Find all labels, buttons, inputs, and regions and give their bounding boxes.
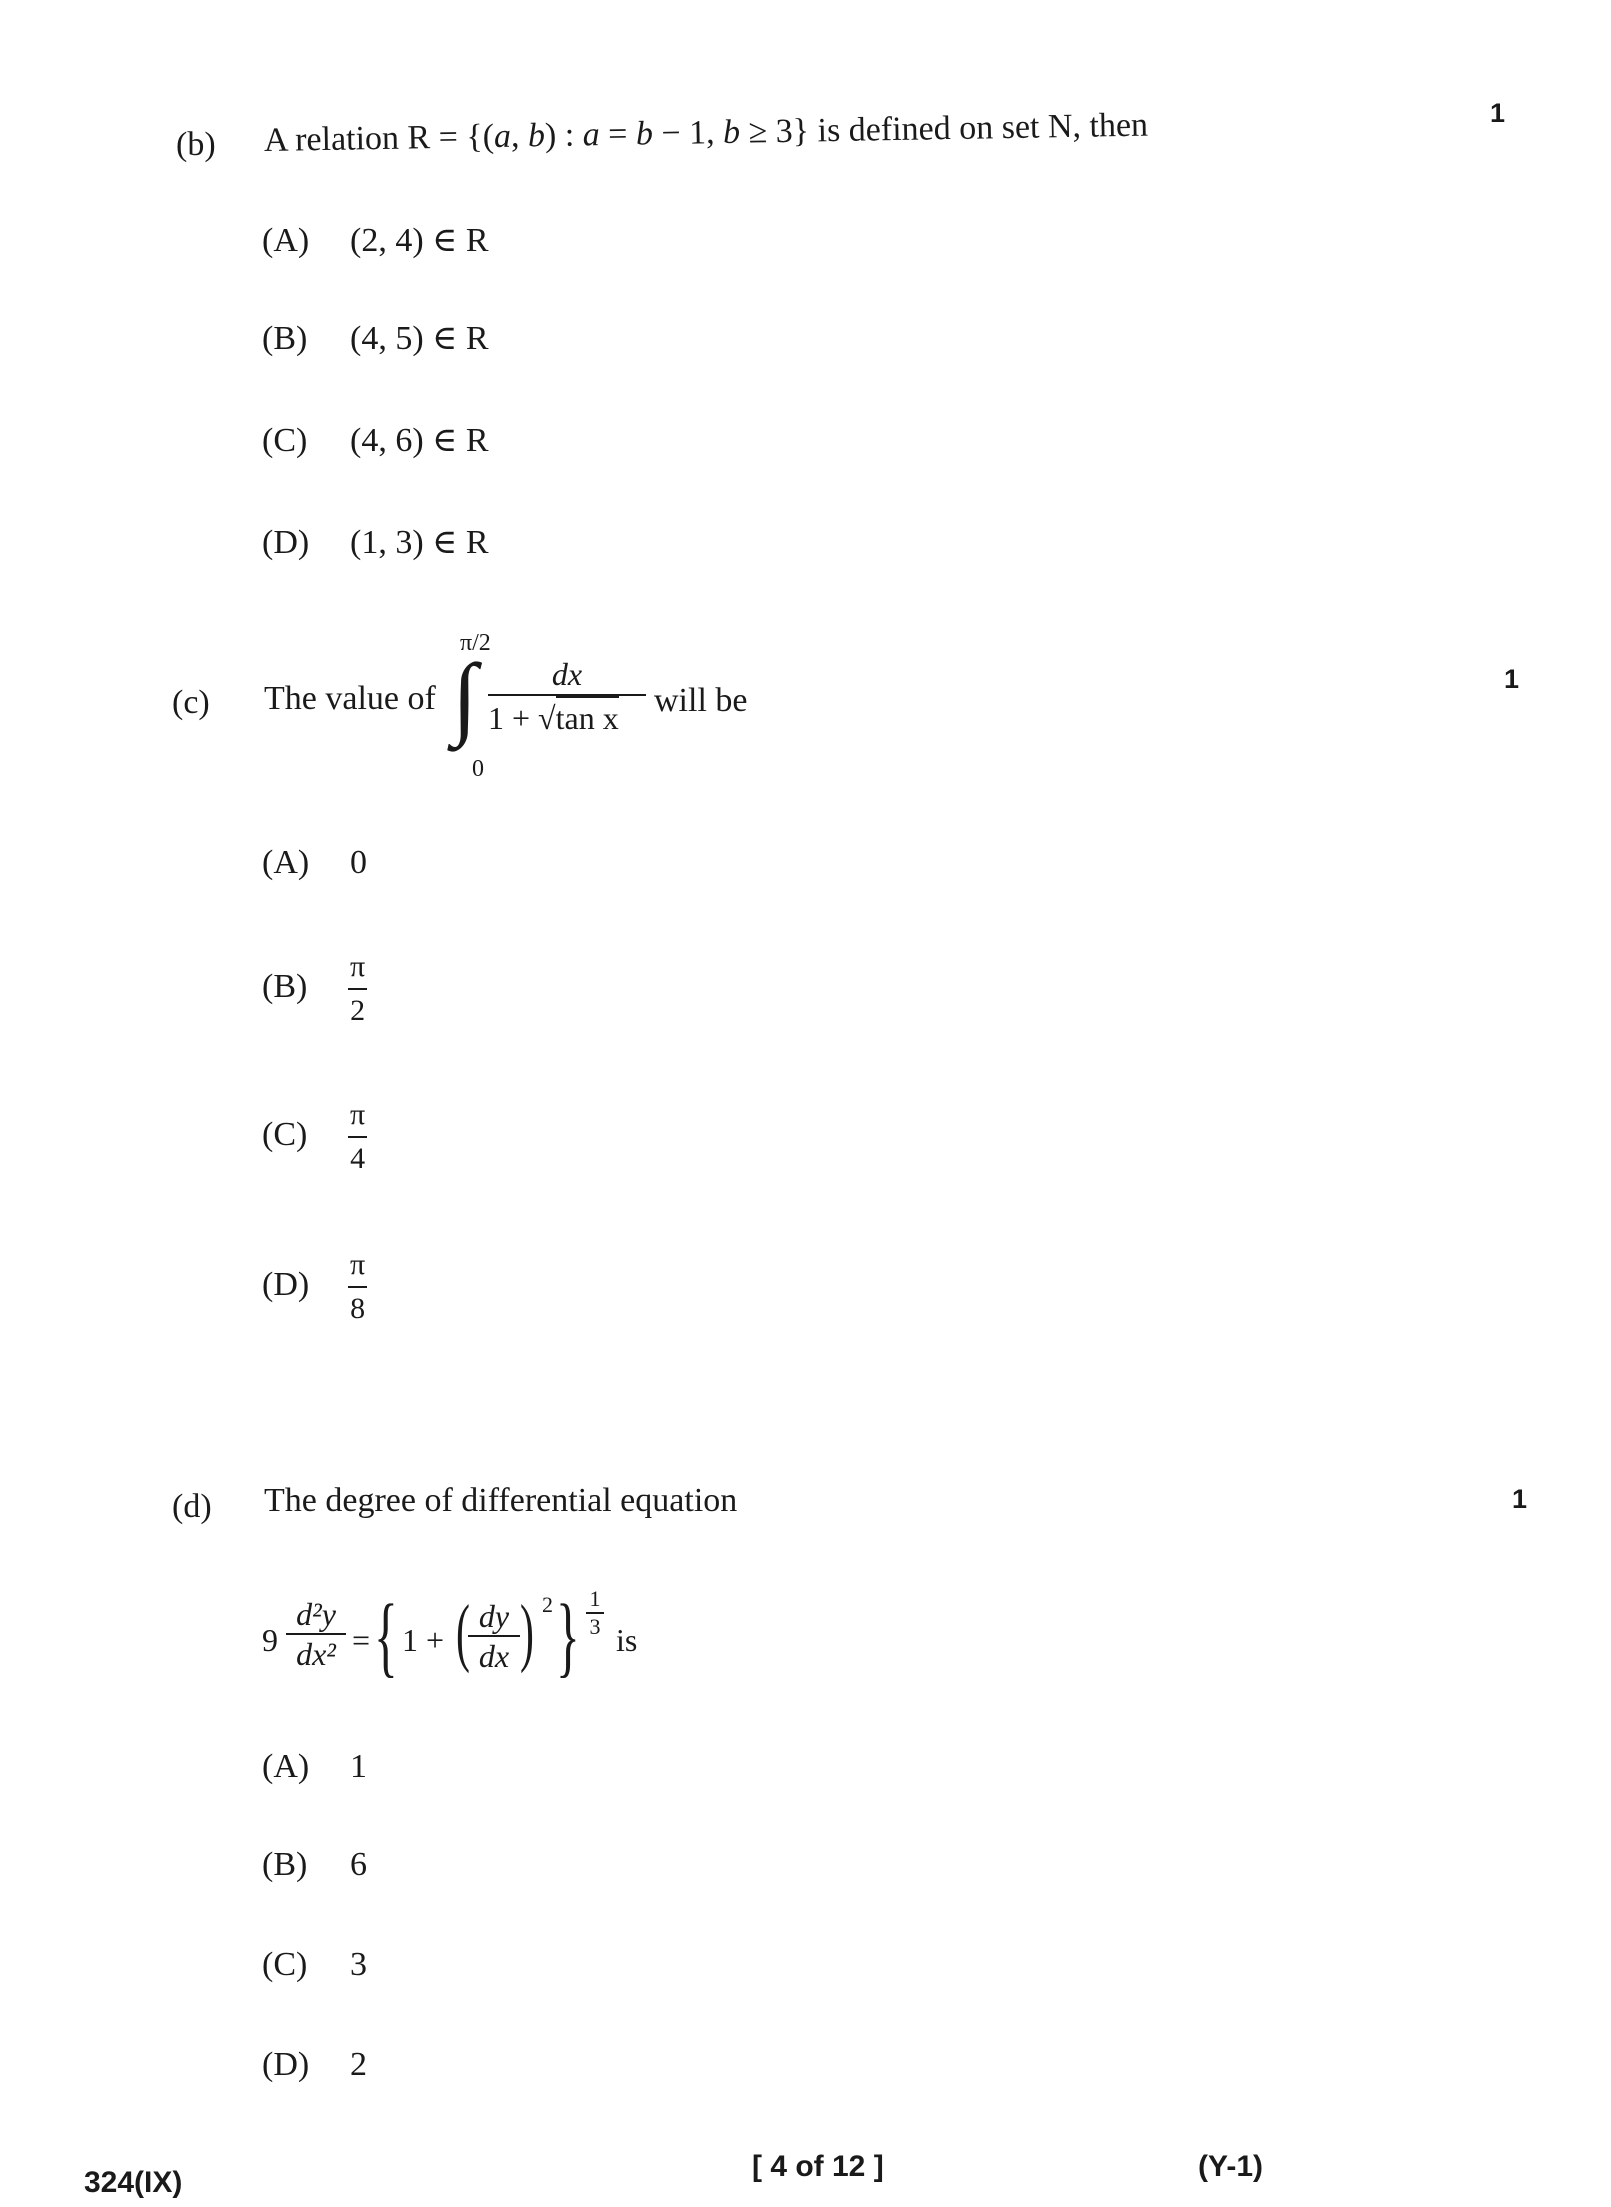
eq-one-plus: 1 + — [402, 1622, 445, 1658]
question-d-option-c: (C) 3 — [262, 1946, 367, 1983]
sqrt-content: tan x — [556, 696, 619, 736]
eq-lhs-denominator: dx² — [286, 1633, 346, 1670]
question-d-label: (d) — [172, 1488, 212, 1525]
question-c-option-d-label: (D) — [262, 1266, 310, 1303]
eq-left-brace: { — [374, 1587, 398, 1686]
footer-paper-code: 324(IX) — [84, 2166, 183, 2199]
integrand-numerator: dx — [551, 656, 583, 692]
footer-set-code: (Y-1) — [1198, 2150, 1264, 2183]
eq-lhs-numerator: d²y — [296, 1596, 336, 1632]
question-b-option-b: (B) (4, 5) ∈ R — [262, 320, 489, 357]
question-c-text: The value of — [264, 680, 436, 717]
eq-equals: = — [352, 1622, 371, 1658]
eq-coefficient: 9 — [262, 1622, 278, 1658]
footer-page-number: [ 4 of 12 ] — [752, 2150, 884, 2183]
question-b-option-d: (D) (1, 3) ∈ R — [262, 524, 489, 561]
question-b-text: A relation R = {(a, b) : a = b − 1, b ≥ 3} is defined on set N, then — [263, 106, 1149, 159]
eq-square-exponent: 2 — [542, 1592, 553, 1617]
question-c-option-c-fraction: $\frac{\pi}{4}$ — [350, 1098, 366, 1175]
question-c-suffix: will be — [654, 682, 748, 719]
integral-sign: ∫ — [452, 645, 478, 747]
question-b-marks: 1 — [1490, 98, 1506, 128]
question-b-option-a: (A) (2, 4) ∈ R — [262, 222, 489, 259]
question-c-marks: 1 — [1504, 664, 1520, 694]
question-d-option-b: (B) 6 — [262, 1846, 367, 1883]
integrand-denominator: 1 + √tan x — [488, 694, 646, 734]
question-d-option-a: (A) 1 — [262, 1748, 367, 1785]
eq-right-brace: } — [556, 1587, 580, 1686]
eq-inner-denominator: dx — [468, 1635, 520, 1672]
question-c-label: (c) — [172, 684, 210, 721]
eq-suffix: is — [616, 1622, 638, 1658]
eq-inner-numerator: dy — [478, 1598, 510, 1634]
question-c-option-c-label: (C) — [262, 1116, 308, 1153]
question-b-label: (b) — [176, 126, 216, 163]
eq-right-paren: ) — [520, 1590, 534, 1674]
sqrt-sign: √ — [538, 700, 556, 736]
eq-lhs-fraction — [286, 1598, 346, 1670]
question-b-option-c: (C) (4, 6) ∈ R — [262, 422, 489, 459]
question-c-option-a: (A) 0 — [262, 844, 367, 881]
eq-outer-exponent-num: 1 — [589, 1586, 601, 1611]
eq-outer-exponent — [586, 1588, 604, 1638]
integrand-fraction — [488, 658, 646, 734]
question-d-text: The degree of differential equation — [264, 1482, 738, 1519]
question-c-option-b-label: (B) — [262, 968, 308, 1005]
eq-left-paren: ( — [456, 1590, 470, 1674]
eq-outer-exponent-den: 3 — [586, 1612, 604, 1638]
question-d-option-d: (D) 2 — [262, 2046, 367, 2083]
integral-upper-limit: π/2 — [460, 630, 491, 656]
question-d-marks: 1 — [1512, 1484, 1528, 1514]
integral-lower-limit: 0 — [472, 756, 484, 782]
question-c-option-b-fraction: $\frac{\pi}{2}$ — [350, 950, 366, 1027]
eq-inner-fraction — [468, 1600, 520, 1672]
question-c-option-d-fraction: $\frac{\pi}{8}$ — [350, 1248, 366, 1325]
